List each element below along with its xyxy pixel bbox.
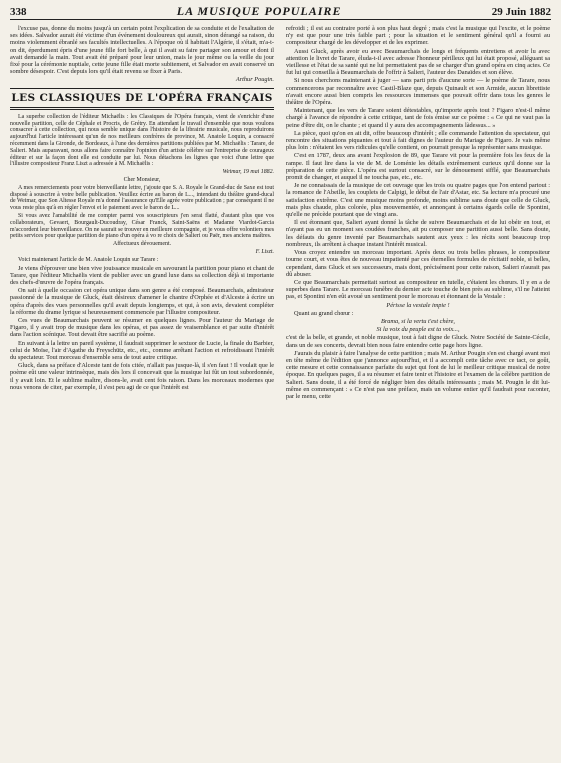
article-paragraph: c'est de la belle, et grande, et noble musique, tout à fait digne de Gluck. Notre Société de Sainte-Cécile, dans un de ses concerts, devrait bien nous faire entendre cette page hors ligne. (286, 334, 550, 349)
letter-paragraph: Si vous avez l'amabilité de me compter parmi vos souscripteurs j'en serai flatté, d'autant plus que vos collaborateurs, Gevaert, Bourgault-Ducoudray, César Franck, Saint-Saëns et Madame Viardot-Garcia m'accordent leur bienveillance. On ne saurait se trouver en meilleure compagnie, et je vous offre volontiers mes petits services pour quelque partition de piano d'un opéra à vo re choix de Salieri ou Paër, mes anciens maîtres. (10, 212, 274, 240)
author-signature: Arthur Pougin. (235, 76, 274, 84)
article-paragraph: Il est étonnant que, Salieri ayant donné la tâche de suivre Beaumarchais et de lui obéir en tout, et n'ayant pas eu un moment ses coudées franches, ait pu composer une partition aussi belle. Sans doute, les défauts du genre inventé par Beaumarchais sautent aux yeux : les récits sont beaucoup trop nombreux, ils arrêtent à chaque instant l'intérêt musical. (286, 219, 550, 248)
transition-text: Voici maintenant l'article de M. Anatole Loquin sur Tarare : (18, 256, 159, 263)
letter-date: Weimar, 19 mai 1882. (222, 169, 274, 176)
article-paragraph: Aussi Gluck, après avoir eu avec Beaumarchais de longs et fréquents entretiens et avoir lu avec attention le livret de Tarare, éluda-t-il avec adresse l'honneur périlleux qui lui était proposé, alléguant sa vieillesse et l'état de sa santé qui ne lui permettaient pas de se charger d'un grand opéra en cinq actes. Ce fut lui qui conseilla à Beaumarchais de l'offrir à Salieri, l'auteur des Danaïdes et son élève. (286, 47, 550, 77)
intro-paragraph: La superbe collection de l'éditeur Michaëlis : les Classiques de l'Opéra français, vient de s'enrichir d'une nouvelle partition, celle de Céphale et Procris, de Grétry. En attendant le travail d'ensemble que nous voulons consacrer à cette collection, qui nous semble unique dans l'histoire de la librairie musicale, nous reproduirons aujourd'hui l'article intéressant qu'un de nos meilleurs confrères de province, M. Anatole Loquin, a consacré récemment dans la Gironde, de Bordeaux, à l'une des dernières partitions publiées par M. Michaëlis : Tarare, de Salieri. Mais auparavant, nous allons faire connaître l'opinion d'un artiste célèbre sur l'entreprise de courageux éditeur et sur la façon dont elle est conduite par lui. Nous détachons les lignes que voici d'une lettre que l'illustre compositeur Franz Liszt a adressée à M. Michaëlis : (10, 113, 274, 168)
article-paragraph: Je ne connaissais de la musique de cet ouvrage que les trois ou quatre pages que l'on entend partout : la romance de l'Abeille, les couplets de Calpigi, le début de l'air d'Astar, etc. Sa lecture m'a procuré une satisfaction extrême. C'est une musique moins profonde, moins sublime sans doute que celle de Gluck, mais plus chaude, plus colorée, plus mouvementée, et annonçant à certains égards celle de Spontini, qu'elle ne précède pourtant que de vingt ans. (286, 182, 550, 219)
right-column (286, 25, 550, 401)
article-paragraph: J'aurais du plaisir à faire l'analyse de cette partition ; mais M. Arthur Pougin s'en est chargé avant moi en tête même de l'édition que j'annonce aujourd'hui, et il a accompli cette tâche avec ce tact, ce goût, cette mesure et cette connaissance parfaite du sujet qui font de lui le meilleur critique musical de notre époque. En quelques pages, il a su résumer et faire tenir et l'histoire et l'examen de la célèbre partition de Salieri. Sans doute, il a été forcé de négliger bien des détails intéressants ; mais M. Pougin le dit lui-même en commençant : « Ce n'est pas une préface, mais un volume entier qu'il faudrait pour raconter, par le menu, cette (286, 349, 551, 400)
article-paragraph: Vous croyez entendre un morceau important. Après deux ou trois belles phrases, le compositeur tourne court, et vous êtes de nouveau impatienté par ces éternelles formules de récitatif noble, si belles, cependant, dans Gluck et ses successeurs, mais dont, précisément pour cette raison, Salieri n'aurait pas dû abuser. (286, 249, 550, 278)
article-paragraph: refroidi ; il est au contraire porté à son plus haut degré ; mais c'est la musique qui l'excite, et le poème n'y est que pour une très faible part ; pour la situation et le sentiment général qu'il a fourni au compositeur chargé de les développer et de les exprimer. (286, 25, 550, 47)
letter-signature: F. Liszt. (255, 248, 274, 255)
article-paragraph: En suivant à la lettre un pareil système, il faudrait supprimer le sextuor de Lucie, la finale du Barbier, celui de Moïse, l'air d'Agathe du Freyschütz, etc., etc., comme arrêtant l'action et refroidissant l'intérêt du spectateur. Tout morceau d'ensemble sera de tout autre critique. (10, 339, 274, 361)
article-paragraph: l'excuse pas, donne du moins jusqu'à un certain point l'explication de sa conduite et de l'exaltation de ses idées. Salvador aurait été victime d'un événement douloureux qui aurait, sinon dérangé sa raison, du moins violemment ébranlé ses facultés intellectuelles. A l'époque où il habitait l'Algérie, il s'était, m'a-t-on dit, éperdument épris d'une jeune fille fort belle, à qui il avait su faire partager son amour et dont il avait demandé la main. Tout avait été préparé pour leur union, mais le jour même ou la veille du jour fixé pour la cérémonie nuptiale, cette jeune fille était morte subitement, et Salvador en avait conservé un sombre désespoir. C'est depuis lors qu'il était revenu se fixer à Paris. (10, 25, 274, 76)
verse-line: Brama, si la vertu t'est chère, (380, 317, 456, 325)
section-title: LES CLASSIQUES DE L'OPÉRA FRANÇAIS (11, 91, 273, 104)
article-paragraph: Ce que Beaumarchais permettait surtout au compositeur en tutelle, c'étaient les chœurs. Il y en a de superbes dans Tarare. Le morceau funèbre du dernier acte touche de bien près au sublime, s'il ne l'atteint pas, et Spontini n'en eût avoué un sentiment pour le morceau et étonnant de la Vestale : (286, 278, 550, 301)
letter-closing: Affectueux dévouement. (112, 241, 172, 248)
newspaper-page (10, 4, 551, 755)
page-number: 338 (10, 6, 27, 18)
verse-line: Si la voix du peuple est ta voix..., (376, 326, 460, 334)
article-paragraph: Gluck, dans sa préface d'Alceste tant de fois citée, n'allait pas jusque-là, il s'en faut ! Il voulait que le poème eût une valeur intrinsèque, mais dès lors il concevait que la musique lui fût un tout subordonnée, il y avait loin. Et le sublime maître, disons-le, avait cent fois raison. Dans les morceaux modernes que nous venons de citer, par exemple, il s'est peu agi de ce que l'intérêt est (10, 362, 274, 391)
left-column (10, 25, 274, 401)
divider (10, 107, 274, 110)
article-paragraph: C'est en 1787, deux ans avant l'explosion de 89, que Tarare vit pour la première fois les feux de la rampe. Il faut lire dans la vie de M. de Loménie les détails extrêmement curieux qu'il donne sur la préparation de cette pièce. L'opéra est surtout consacré, sur le dénouement sifflé, que Beaumarchais promit de changer, et auquel il ne toucha pas, etc., etc. (286, 152, 550, 182)
letter-salutation: Cher Monsieur, (123, 177, 161, 183)
divider (10, 88, 274, 89)
issue-date: 29 Juin 1882 (491, 6, 551, 18)
publication-title: LA MUSIQUE POPULAIRE (176, 4, 342, 18)
article-paragraph: Si nous cherchons maintenant à juger — sans parti pris d'aucune sorte — le poème de Tarare, nous commencerons par reconnaître avec Castil-Blaze que, depuis Quinault et son Armide, aucun librettiste n'avait encore aussi bien compris les ressources immenses que pouvait offrir dans tous les genres le théâtre de l'Opéra. (286, 77, 550, 107)
letter-paragraph: A mes remerciements pour votre bienveillante lettre, j'ajoute que S. A. Royale le Grand-duc de Saxe est tout disposé à souscrire à votre belle publication. Veuillez écrire au baron de L..., intendant du théâtre grand-ducal de Weimar, que Son Altesse Royale m'a donné l'assurance qu'Elle agrée votre publication ; par conséquent il ne vous reste plus qu'à en régler l'envoi et le paiement avec le baron de L... (10, 184, 274, 212)
article-paragraph: Je viens d'éprouver une bien vive jouissance musicale en savourant la partition pour piano et chant de Tarare, que l'éditeur Michaëlis vient de publier avec un grand luxe dans sa collection déjà si importante des chefs-d'œuvre de l'opéra français. (10, 264, 274, 286)
article-paragraph: La pièce, quoi qu'on en ait dit, offre beaucoup d'intérêt ; elle commande l'attention du spectateur, qui rencontre des situations piquantes et tout à fait dignes de l'auteur du Mariage de Figaro. Je vais même plus loin : n'étaient les vers ridicules qu'elle contient, on pourrait presque la représenter sans musique. (286, 129, 550, 152)
article-paragraph: Maintenant, que les vers de Tarare soient détestables, qu'importe après tout ? Figaro n'est-il même chargé à l'avance de répondre à cette critique, tant de fois émise sur ce poème : « Ce qui ne vaut pas la peine d'être dit, on le chante ; et quand il y aura des accompagnements làdessus... » (286, 107, 550, 129)
page-header (10, 4, 551, 20)
article-paragraph: Quant au grand chœur : (294, 309, 354, 317)
article-paragraph: On sait à quelle occasion cet opéra unique dans son genre a été composé. Beaumarchais, admirateur passionné de la musique de Gluck, était désireux d'amener le chantre d'Orphée et d'Alceste à écrire un opéra d'après des vues personnelles qu'il avait depuis longtemps, et qui, à son avis, devaient compléter la réforme du drame lyrique si heureusement commencée par l'illustre compositeur. (10, 287, 274, 316)
columns (10, 25, 551, 401)
article-paragraph: Ces vues de Beaumarchais peuvent se résumer en quelques lignes. Pour l'auteur du Mariage de Figaro, il y avait trop de musique dans les opéras, et pas assez de vraisemblance et par suite d'intérêt dans l'action scénique. Tout devait être sacrifié au poème. (10, 316, 274, 339)
verse-line: Périsse la vestale impie ! (386, 301, 450, 309)
